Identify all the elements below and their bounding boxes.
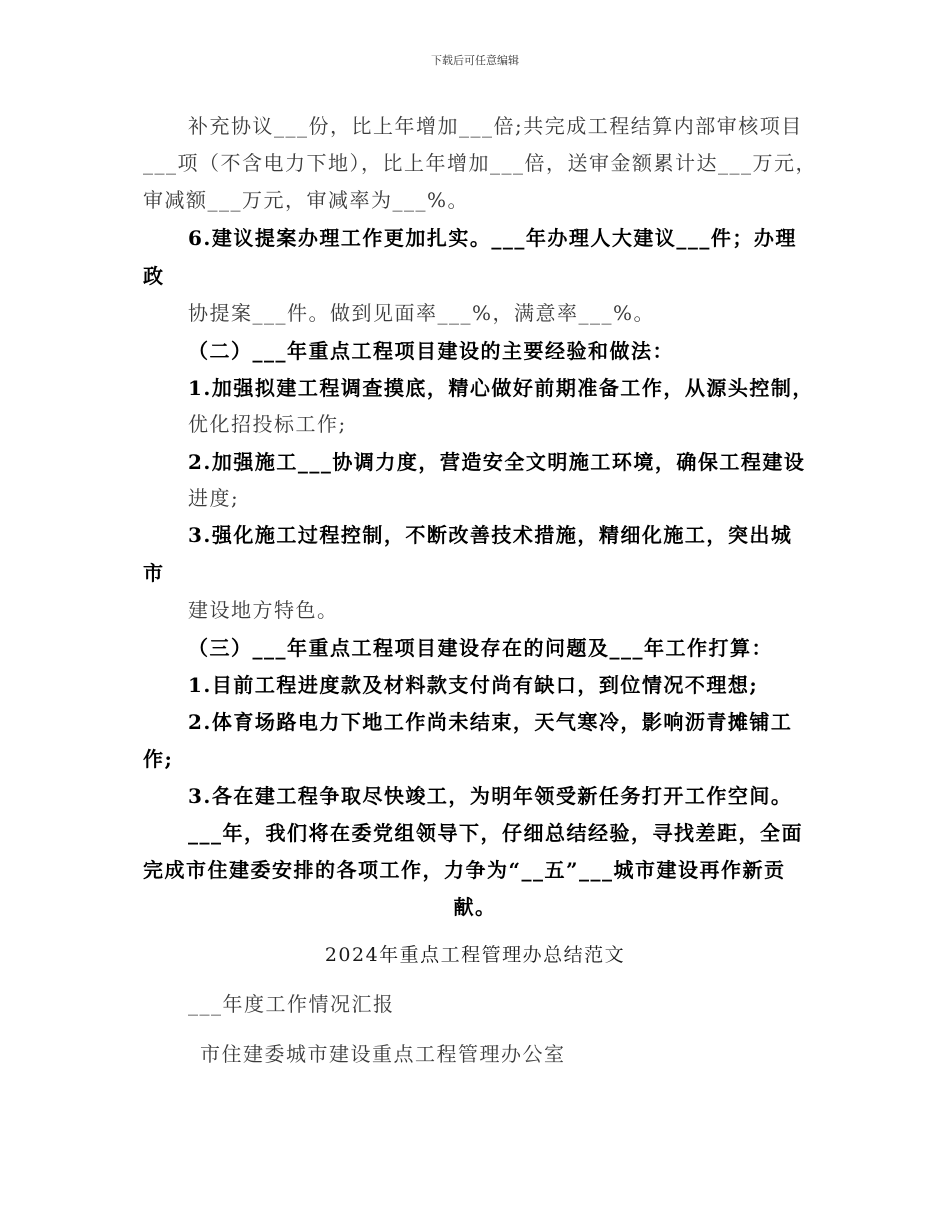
paragraph-line: 2.加强施工___协调力度，营造安全文明施工环境，确保工程建设: [188, 450, 806, 474]
paragraph-line: 建设地方特色。: [188, 598, 339, 622]
paragraph-line: ___年，我们将在委党组领导下，仔细总结经验，寻找差距，全面: [188, 821, 803, 845]
paragraph-line: ___项（不含电力下地），比上年增加___倍，送审金额累计达___万元，: [143, 151, 817, 175]
paragraph-line: 1.加强拟建工程调查摸底，精心做好前期准备工作，从源头控制，: [188, 376, 814, 400]
paragraph-line: 进度;: [188, 486, 240, 510]
section-title: 2024年重点工程管理办总结范文: [324, 944, 626, 966]
paragraph-line: 1.目前工程进度款及材料款支付尚有缺口，到位情况不理想;: [188, 673, 759, 697]
paragraph-line: 完成市住建委安排的各项工作，力争为“__五”___城市建设再作新贡: [143, 858, 786, 882]
paragraph-line: 3.强化施工过程控制，不断改善技术措施，精细化施工，突出城: [188, 523, 793, 547]
paragraph-line: 6.建议提案办理工作更加扎实。___年办理人大建议___件；办理: [188, 226, 797, 250]
section-heading: （三）___年重点工程项目建设存在的问题及___年工作打算：: [188, 636, 773, 660]
section-heading: （二）___年重点工程项目建设的主要经验和做法：: [188, 339, 674, 363]
paragraph-line: 2.体育场路电力下地工作尚未结束，天气寒冷，影响沥青摊铺工: [188, 710, 793, 734]
paragraph-line: 3.各在建工程争取尽快竣工，为明年领受新任务打开工作空间。: [188, 784, 793, 808]
paragraph-line: 政: [143, 264, 165, 288]
download-note: 下载后可任意编辑: [431, 54, 519, 67]
paragraph-line: 优化招投标工作;: [188, 412, 347, 436]
paragraph-line: 协提案___件。做到见面率___%，满意率___%。: [188, 301, 656, 325]
paragraph-line: 补充协议___份，比上年增加___倍;共完成工程结算内部审核项目: [188, 114, 803, 138]
paragraph-line: 献。: [453, 895, 497, 919]
paragraph-line: 作;: [143, 747, 174, 771]
office-name: 市住建委城市建设重点工程管理办公室: [200, 1042, 566, 1066]
paragraph-line: 审减额___万元，审减率为___%。: [143, 188, 470, 212]
report-title: ___年度工作情况汇报: [188, 992, 395, 1016]
paragraph-line: 市: [143, 561, 165, 585]
